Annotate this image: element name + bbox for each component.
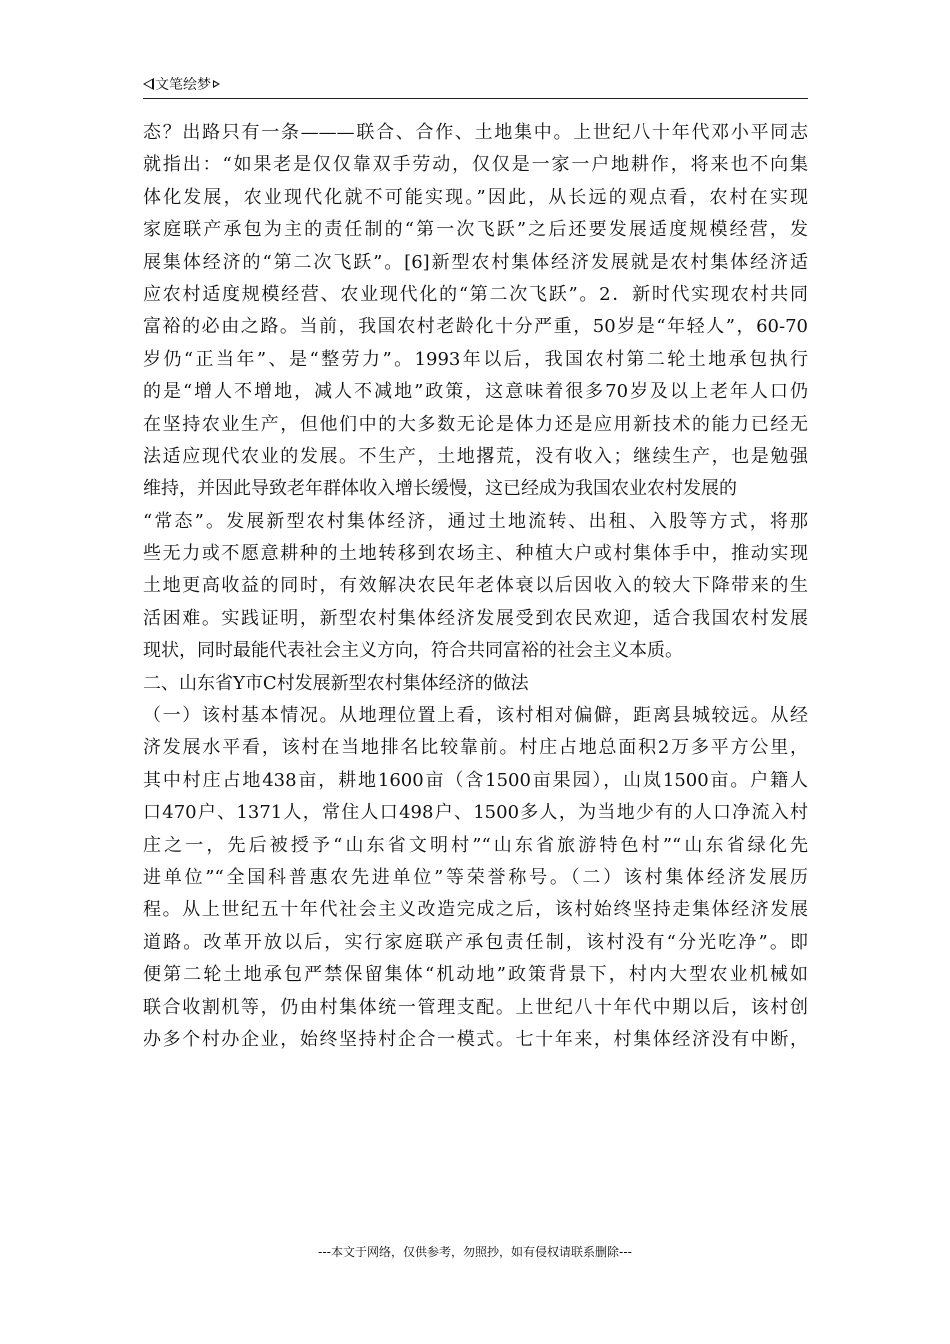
page-header bbox=[143, 70, 808, 99]
body-line: 家庭联产承包为主的责任制的“第一次飞跃”之后还要发展适度规模经营，发 bbox=[143, 219, 808, 241]
body-line: 应农村适度规模经营、农业现代化的“第二次飞跃”。2．新时代实现农村共同 bbox=[143, 283, 808, 305]
body-line: 土地更高收益的同时，有效解决农民年老体衰以后因收入的较大下降带来的生 bbox=[143, 575, 808, 597]
right-triangle-icon bbox=[213, 80, 220, 88]
body-line: 态？出路只有一条———联合、合作、土地集中。上世纪八十年代邓小平同志 bbox=[143, 122, 808, 143]
body-line: 联合收割机等，仍由村集体统一管理支配。上世纪八十年代中期以后，该村创 bbox=[143, 996, 808, 1018]
body-line: 体化发展，农业现代化就不可能实现。”因此，从长远的观点看，农村在实现 bbox=[143, 186, 808, 208]
body-line: （一）该村基本情况。从地理位置上看，该村相对偏僻，距离县城较远。从经 bbox=[143, 705, 808, 727]
body-line: 就指出：“如果老是仅仅靠双手劳动，仅仅是一家一户地耕作，将来也不向集 bbox=[143, 154, 808, 176]
body-line: 的是“增人不增地，减人不减地”政策，这意味着很多70岁及以上老年人口仍 bbox=[143, 381, 808, 403]
body-line: “常态”。发展新型农村集体经济，通过土地流转、出租、入股等方式，将那 bbox=[143, 510, 808, 532]
body-line: 道路。改革开放以后，实行家庭联产承包责任制，该村没有“分光吃净”。即 bbox=[143, 931, 808, 953]
header-brand bbox=[143, 74, 220, 94]
body-line: 济发展水平看，该村在当地排名比较靠前。村庄占地总面积2万多平方公里， bbox=[143, 737, 808, 759]
footer-notice: ---本文于网络，仅供参考，勿照抄，如有侵权请联系删除--- bbox=[318, 1245, 632, 1259]
body-line: 便第二轮土地承包严禁保留集体“机动地”政策背景下，村内大型农业机械如 bbox=[143, 964, 808, 986]
document-body bbox=[143, 117, 808, 1056]
body-line: 办多个村办企业，始终坚持村企合一模式。七十年来，村集体经济没有中断， bbox=[143, 1028, 808, 1050]
body-line: 其中村庄占地438亩，耕地1600亩（含1500亩果园），山岚1500亩。户籍人 bbox=[143, 769, 808, 791]
section-heading: 二、山东省Y市C村发展新型农村集体经济的做法 bbox=[143, 672, 529, 694]
left-triangle-icon bbox=[143, 78, 154, 90]
body-line: 程。从上世纪五十年代社会主义改造完成之后，该村始终坚持走集体经济发展 bbox=[143, 899, 808, 921]
body-line: 现状，同时最能代表社会主义方向，符合共同富裕的社会主义本质。 bbox=[143, 640, 683, 662]
body-line: 庄之一，先后被授予“山东省文明村”“山东省旅游特色村”“山东省绿化先 bbox=[143, 834, 808, 856]
body-line: 活困难。实践证明，新型农村集体经济发展受到农民欢迎，适合我国农村发展 bbox=[143, 607, 808, 629]
body-line: 些无力或不愿意耕种的土地转移到农场主、种植大户或村集体手中，推动实现 bbox=[143, 543, 808, 565]
body-line: 在坚持农业生产，但他们中的大多数无论是体力还是应用新技术的能力已经无 bbox=[143, 413, 808, 435]
body-line: 口470户、1371人，常住人口498户、1500多人，为当地少有的人口净流入村 bbox=[143, 802, 808, 824]
header-title: 文笔绘梦 bbox=[155, 77, 211, 93]
body-line: 展集体经济的“第二次飞跃”。[6]新型农村集体经济发展就是农村集体经济适 bbox=[143, 251, 808, 273]
body-line: 法适应现代农业的发展。不生产，土地撂荒，没有收入；继续生产，也是勉强 bbox=[143, 445, 808, 467]
body-line: 岁仍“正当年”、是“整劳力”。1993年以后，我国农村第二轮土地承包执行 bbox=[143, 348, 808, 370]
body-line: 富裕的必由之路。当前，我国农村老龄化十分严重，50岁是“年轻人”，60-70 bbox=[143, 316, 808, 338]
body-line: 进单位”“全国科普惠农先进单位”等荣誉称号。（二）该村集体经济发展历 bbox=[143, 866, 808, 888]
body-line: 维持，并因此导致老年群体收入增长缓慢，这已经成为我国农业农村发展的 bbox=[143, 478, 737, 500]
